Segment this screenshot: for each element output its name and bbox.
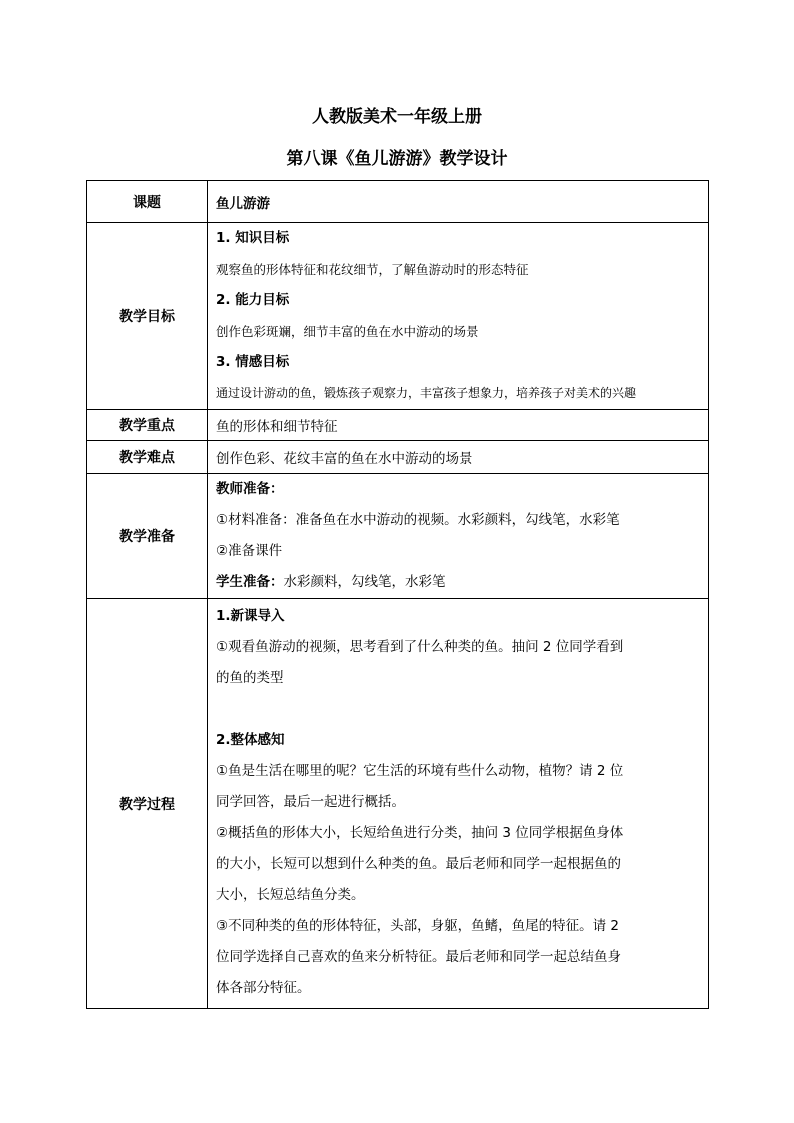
process-line: ③不同种类的鱼的形体特征，头部，身躯，鱼鳍，鱼尾的特征。请 2: [216, 918, 619, 934]
ability-heading: 2. 能力目标: [216, 292, 290, 308]
process-line: 同学回答，最后一起进行概括。: [216, 794, 405, 810]
knowledge-text: 观察鱼的形体特征和花纹细节，了解鱼游动时的形态特征: [216, 262, 529, 277]
blank-line: [216, 694, 704, 725]
teacher-prep-heading: 教师准备：: [216, 481, 284, 497]
key-points-label: 教学重点: [87, 410, 208, 441]
step2-heading: 2.整体感知: [216, 732, 285, 748]
student-prep-text: 水彩颜料，勾线笔，水彩笔: [283, 574, 446, 590]
student-prep: [216, 567, 704, 598]
difficulties-label: 教学难点: [87, 441, 208, 474]
process-line: 的鱼的类型: [216, 670, 284, 686]
process-cell: [208, 599, 709, 1009]
document-subtitle: 第八课《鱼儿游游》教学设计: [286, 149, 508, 169]
teacher-prep-item: ②准备课件: [216, 543, 283, 559]
process-line: ②概括鱼的形体大小，长短给鱼进行分类，抽问 3 位同学根据鱼身体: [216, 825, 624, 841]
student-prep-heading: 学生准备：: [216, 574, 284, 590]
knowledge-heading: 1. 知识目标: [216, 230, 290, 246]
process-line: ①观看鱼游动的视频，思考看到了什么种类的鱼。抽问 2 位同学看到: [216, 639, 624, 655]
preparation-cell: [208, 474, 709, 599]
table-row-lesson: [87, 181, 709, 223]
table-row-goals: [87, 223, 709, 410]
teacher-prep-item: ①材料准备：准备鱼在水中游动的视频。水彩颜料，勾线笔，水彩笔: [216, 512, 620, 528]
table-row-process: [87, 599, 709, 1009]
table-row-key-points: [87, 410, 709, 441]
lesson-plan-table: [86, 180, 709, 1009]
document-title: 人教版美术一年级上册: [312, 107, 482, 127]
key-points-value: 鱼的形体和细节特征: [208, 410, 709, 441]
process-line: 位同学选择自己喜欢的鱼来分析特征。最后老师和同学一起总结鱼身: [216, 949, 621, 965]
ability-text: 创作色彩斑斓，细节丰富的鱼在水中游动的场景: [216, 324, 479, 339]
process-line: 体各部分特征。: [216, 980, 311, 996]
goals-cell: [208, 223, 709, 410]
emotion-heading: 3. 情感目标: [216, 354, 290, 370]
process-line: 的大小，长短可以想到什么种类的鱼。最后老师和同学一起根据鱼的: [216, 856, 621, 872]
table-row-preparation: [87, 474, 709, 599]
preparation-label: 教学准备: [87, 474, 208, 599]
process-line: ①鱼是生活在哪里的呢？它生活的环境有些什么动物，植物？请 2 位: [216, 763, 624, 779]
table-row-difficulties: [87, 441, 709, 474]
emotion-text: 通过设计游动的鱼，锻炼孩子观察力，丰富孩子想象力，培养孩子对美术的兴趣: [216, 386, 637, 400]
goals-label: 教学目标: [87, 223, 208, 410]
difficulties-value: 创作色彩、花纹丰富的鱼在水中游动的场景: [208, 441, 709, 474]
lesson-label: 课题: [87, 181, 208, 223]
lesson-value: 鱼儿游游: [208, 181, 709, 223]
process-line: 大小，长短总结鱼分类。: [216, 887, 365, 903]
process-label: 教学过程: [87, 599, 208, 1009]
step1-heading: 1.新课导入: [216, 608, 285, 624]
